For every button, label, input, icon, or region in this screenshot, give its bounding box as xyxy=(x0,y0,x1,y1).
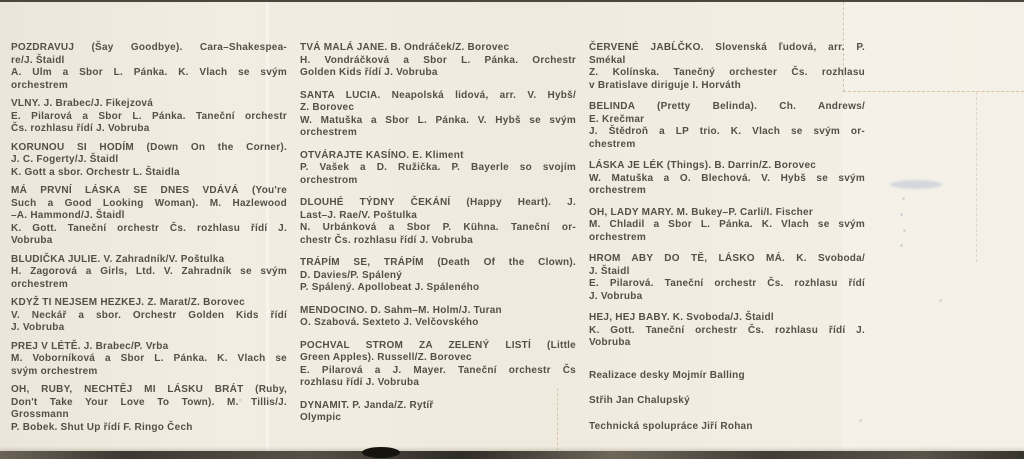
paper-crease-horizontal-right xyxy=(843,91,1024,92)
credit-technical: Technická spolupráce Jiří Rohan xyxy=(589,420,753,432)
track-line: E. Pilarová a J. Mayer. Taneční orchestr Čs xyxy=(300,364,576,376)
track-line: Green Apples). Russell/Z. Borovec xyxy=(300,352,472,363)
track-line: W. Matuška a Sbor L. Pánka. V. Hybš se svým xyxy=(300,114,576,126)
track-line: chestrem xyxy=(589,138,636,150)
ink-speck xyxy=(903,229,906,232)
scan-bottom-blob xyxy=(362,447,400,458)
track-line: K. Gott. Taneční orchestr Čs. rozhlasu řídí J. xyxy=(11,222,287,234)
track-entry xyxy=(589,207,865,245)
track-line: v Bratislave diriguje I. Horváth xyxy=(589,79,741,91)
track-entry xyxy=(589,101,865,151)
track-line: M. Chladil a Sbor L. Pánka. K. Vlach se svým xyxy=(589,219,865,230)
credit-editing: Střih Jan Chalupský xyxy=(589,395,690,406)
ink-speck xyxy=(900,244,903,247)
credit-realization: Realizace desky Mojmír Balling xyxy=(589,369,745,381)
track-line: M. Voborníková a Sbor L. Pánka. K. Vlach se xyxy=(11,353,287,364)
track-line: Smékal xyxy=(589,54,626,66)
track-line: E. Krečmar xyxy=(589,113,645,125)
track-line: Vobruba xyxy=(589,337,631,348)
track-line: MÁ PRVNÍ LÁSKA SE DNES VDÁVÁ (You're xyxy=(11,185,287,196)
track-line: E. Pilarová a Sbor L. Pánka. Taneční orchestr xyxy=(11,110,287,122)
track-line: J. Štědroň a LP trio. K. Vlach se svým or- xyxy=(589,126,865,137)
track-line: svým orchestrem xyxy=(11,365,98,377)
track-line: D. Davies/P. Spálený xyxy=(300,269,403,281)
track-line: chestr Čs. rozhlasu řídí J. Vobruba xyxy=(300,234,474,246)
track-entry xyxy=(589,312,865,350)
track-entry xyxy=(11,185,287,248)
track-line: BELINDA (Pretty Belinda). Ch. Andrews/ xyxy=(589,101,865,112)
track-line: POCHVAL STROM ZA ZELENÝ LISTÍ (Little xyxy=(300,339,576,351)
track-line: orchestrem xyxy=(589,231,646,243)
track-line: J. C. Fogerty/J. Štaidl xyxy=(11,154,119,165)
track-entry xyxy=(300,400,576,425)
track-line: SANTA LUCIA. Neapolská lidová, arr. V. Hybš/ xyxy=(300,89,576,101)
track-line: Don't Take Your Love To Town). M. Tillis/J. xyxy=(11,396,287,408)
track-line: HEJ, HEJ BABY. K. Svoboda/J. Štaidl xyxy=(589,312,774,323)
track-line: K. Gott a sbor. Orchestr L. Štaidla xyxy=(11,166,180,178)
track-line: V. Neckář a sbor. Orchestr Golden Kids řídí xyxy=(11,309,287,321)
track-entry xyxy=(300,340,576,390)
track-line: LÁSKA JE LÉK (Things). B. Darrin/Z. Borovec xyxy=(589,160,817,171)
tracklist-column-center xyxy=(300,42,576,435)
scan-bottom-edge xyxy=(0,451,1024,459)
track-line: Such a Good Looking Woman). M. Hazlewood xyxy=(11,197,287,209)
track-line: E. Pilarová. Taneční orchestr Čs. rozhlasu řídí xyxy=(589,278,865,289)
track-line: KDYŽ TI NEJSEM HEZKEJ. Z. Marat/Z. Borovec xyxy=(11,297,245,308)
tracklist-column-right xyxy=(589,42,865,446)
track-entry xyxy=(11,98,287,136)
track-entry xyxy=(11,384,287,434)
track-line: Last–J. Rae/V. Poštulka xyxy=(300,209,418,221)
track-line: –A. Hammond/J. Štaidl xyxy=(11,210,125,221)
track-line: P. Vašek a D. Ružička. P. Bayerle so svojím xyxy=(300,162,576,173)
track-entry xyxy=(300,197,576,247)
track-entry xyxy=(300,90,576,140)
track-line: Z. Kolínska. Tanečný orchester Čs. rozhlasu xyxy=(589,67,865,78)
track-line: A. Ulm a Sbor L. Pánka. K. Vlach se svým xyxy=(11,67,287,78)
production-credits xyxy=(589,370,865,434)
track-line: HROM ABY DO TĚ, LÁSKO MÁ. K. Svoboda/ xyxy=(589,253,865,264)
track-line: VLNY. J. Brabec/J. Fikejzová xyxy=(11,98,154,109)
track-line: orchestrem xyxy=(589,185,646,196)
track-line: Golden Kids řídí J. Vobruba xyxy=(300,67,438,78)
track-entry xyxy=(589,160,865,198)
track-line: KORUNOU SI HODÍM (Down On the Corner). xyxy=(11,141,287,153)
paper-speckles xyxy=(0,0,1,1)
track-line: POZDRAVUJ (Šay Goodbye). Cara–Shakespea- xyxy=(11,42,287,53)
track-line: OH, RUBY, NECHTĚJ MI LÁSKU BRÁT (Ruby, xyxy=(11,384,287,395)
track-line: orchestrem xyxy=(11,278,68,290)
track-entry xyxy=(11,297,287,335)
track-line: P. Spálený. Apollobeat J. Spáleného xyxy=(300,282,480,293)
track-entry xyxy=(300,257,576,295)
paper-crease-vertical-right xyxy=(976,92,977,262)
track-entry xyxy=(300,150,576,188)
ink-speck xyxy=(902,197,905,200)
track-entry xyxy=(300,42,576,80)
track-line: re/J. Štaidl xyxy=(11,54,65,66)
track-line: orchestrem xyxy=(300,127,357,138)
track-line: N. Urbánková a Sbor P. Kühna. Taneční or- xyxy=(300,222,576,233)
track-line: J. Štaidl xyxy=(589,265,630,277)
track-line: Z. Borovec xyxy=(300,102,355,113)
track-line: BLUDIČKA JULIE. V. Zahradník/V. Poštulka xyxy=(11,253,225,265)
track-line: OTVÁRAJTE KASÍNO. E. Kliment xyxy=(300,149,464,161)
track-line: orchestrom xyxy=(300,174,358,186)
track-entry xyxy=(11,42,287,92)
track-line: K. Gott. Taneční orchestr Čs. rozhlasu řídí J. xyxy=(589,324,865,336)
tracklist-entries-right xyxy=(589,42,865,350)
track-line: J. Vobruba xyxy=(11,322,65,333)
track-entry xyxy=(11,254,287,292)
track-line: TVÁ MALÁ JANE. B. Ondráček/Z. Borovec xyxy=(300,42,510,53)
paper-fold-flap xyxy=(843,2,1024,92)
track-line: J. Vobruba xyxy=(589,290,643,302)
track-line: TRÁPÍM SE, TRÁPÍM (Death Of the Clown). xyxy=(300,257,576,268)
track-line: ČERVENÉ JABĹČKO. Slovenská ľudová, arr. P. xyxy=(589,42,865,53)
track-entry xyxy=(589,253,865,303)
tracklist-column-left xyxy=(11,42,287,440)
ink-smudge xyxy=(890,180,942,189)
track-entry xyxy=(11,142,287,180)
track-line: PREJ V LÉTĚ. J. Brabec/P. Vrba xyxy=(11,340,169,352)
ink-speck xyxy=(900,213,903,216)
track-line: Olympic xyxy=(300,412,342,423)
track-line: H. Vondráčková a Sbor L. Pánka. Orchestr xyxy=(300,54,576,66)
track-line: OH, LADY MARY. M. Bukey–P. Carli/I. Fischer xyxy=(589,206,813,218)
track-line: Čs. rozhlasu řídí J. Vobruba xyxy=(11,123,150,134)
track-line: P. Bobek. Shut Up řídí F. Ringo Čech xyxy=(11,421,193,433)
track-line: Vobruba xyxy=(11,235,53,246)
track-entry xyxy=(300,305,576,330)
track-line: orchestrem xyxy=(11,79,68,91)
track-line: H. Zagorová a Girls, Ltd. V. Zahradník se svým xyxy=(11,266,287,277)
track-entry xyxy=(11,341,287,379)
track-line: rozhlasu řídí J. Vobruba xyxy=(300,377,420,388)
track-line: MENDOCINO. D. Sahm–M. Holm/J. Turan xyxy=(300,304,502,316)
track-line: Grossmann xyxy=(11,409,69,420)
track-line: O. Szabová. Sexteto J. Velčovského xyxy=(300,317,479,328)
track-entry xyxy=(589,42,865,92)
track-line: DLOUHÉ TÝDNY ČEKÁNÍ (Happy Heart). J. xyxy=(300,197,576,208)
paper-right-panel xyxy=(843,92,1024,451)
track-line: W. Matuška a O. Blechová. V. Hybš se svým xyxy=(589,172,865,184)
track-line: DYNAMIT. P. Janda/Z. Rytíř xyxy=(300,399,434,411)
